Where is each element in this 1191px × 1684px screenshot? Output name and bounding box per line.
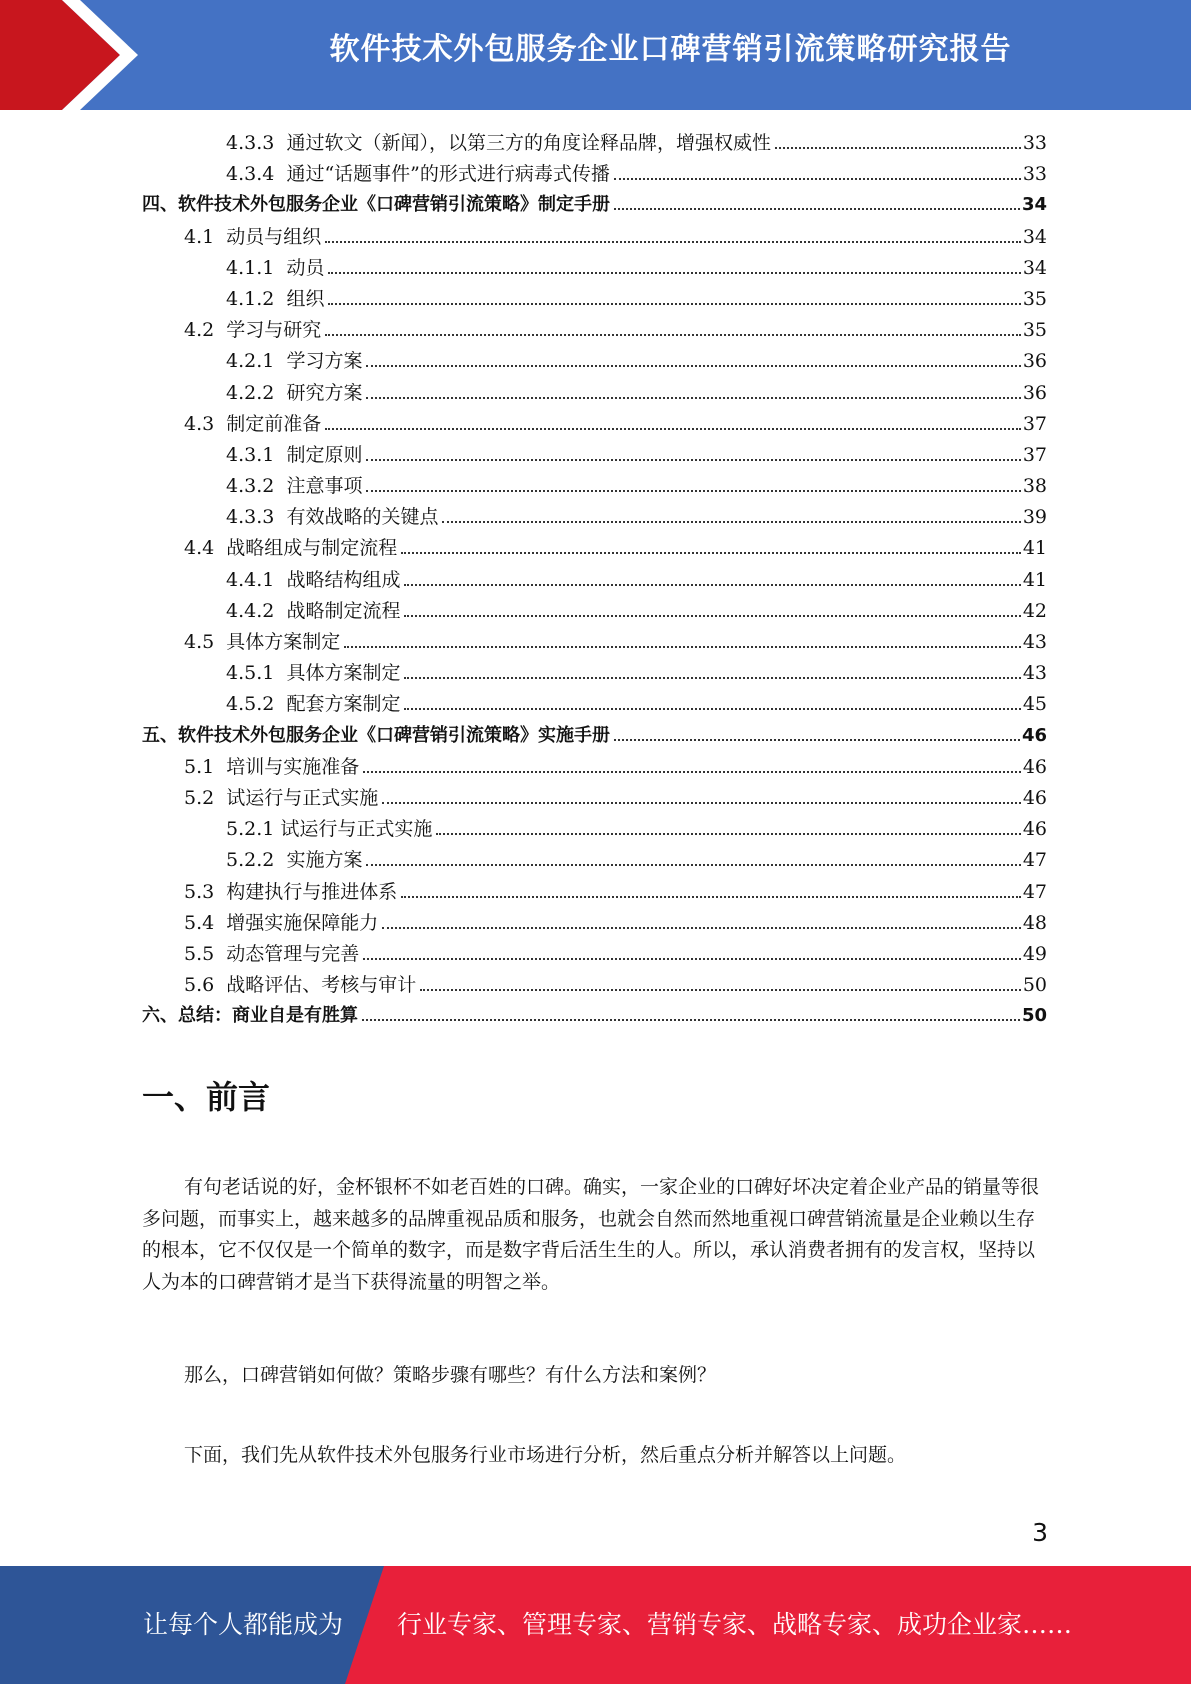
- toc-entry-number: 5.1: [184, 755, 227, 778]
- toc-entry-page: 50: [1022, 974, 1047, 997]
- toc-entry[interactable]: [142, 845, 1047, 876]
- toc-entry-title: 具体方案制定: [286, 662, 401, 685]
- toc-entry-page: 43: [1022, 631, 1047, 653]
- toc-entry-title: 研究方案: [286, 381, 363, 404]
- toc-entry-page: 34: [1022, 256, 1047, 279]
- toc-dot-leader: [401, 895, 1021, 898]
- toc-entry[interactable]: [142, 440, 1047, 471]
- toc-entry-title: 战略组成与制定流程: [226, 537, 398, 560]
- toc-dot-leader: [614, 207, 1020, 210]
- footer-slogan-left: 让每个人都能成为: [143, 1610, 344, 1639]
- toc-entry-number: 4.3.1: [226, 443, 287, 466]
- toc-entry-title: 动态管理与完善: [226, 942, 360, 965]
- toc-dot-leader: [344, 645, 1021, 648]
- toc-entry-page: 41: [1022, 537, 1047, 560]
- toc-entry-title: 增强实施保障能力: [226, 911, 379, 934]
- toc-entry[interactable]: [142, 128, 1047, 159]
- toc-entry-number: 5.2: [184, 786, 227, 809]
- toc-entry-page: 42: [1022, 599, 1047, 622]
- toc-entry-title: 学习与研究: [226, 319, 322, 342]
- body-paragraph: 那么，口碑营销如何做？策略步骤有哪些？有什么方法和案例？: [184, 1364, 717, 1386]
- toc-entry-page: 50: [1021, 1005, 1047, 1027]
- toc-dot-leader: [404, 676, 1020, 679]
- toc-entry-page: 33: [1022, 132, 1047, 154]
- toc-entry[interactable]: [142, 471, 1047, 502]
- toc-entry-page: 47: [1022, 880, 1047, 903]
- toc-dot-leader: [420, 988, 1021, 991]
- toc-entry-title: 实施方案: [286, 849, 363, 872]
- toc-entry-title: 配套方案制定: [286, 693, 401, 716]
- toc-entry[interactable]: [142, 783, 1047, 814]
- toc-entry-title: 通过“话题事件”的形式进行病毒式传播: [286, 163, 610, 186]
- toc-entry-page: 46: [1022, 755, 1047, 778]
- toc-entry-number: 5.2.1: [226, 818, 281, 841]
- toc-entry-title: 制定原则: [286, 443, 363, 466]
- header-chevron-decoration: [0, 0, 150, 110]
- toc-entry-number: 4.2: [184, 319, 227, 342]
- toc-entry-page: 37: [1022, 443, 1047, 466]
- toc-entry[interactable]: [142, 908, 1047, 939]
- toc-entry-page: 35: [1022, 319, 1047, 342]
- toc-entry-page: 48: [1022, 911, 1047, 934]
- toc-entry-title: 战略制定流程: [286, 599, 401, 622]
- toc-entry-number: 4.2.1: [226, 350, 287, 373]
- toc-entry-number: 4.4.1: [226, 568, 287, 591]
- body-paragraph: 下面，我们先从软件技术外包服务行业市场进行分析，然后重点分析并解答以上问题。: [184, 1444, 907, 1466]
- toc-dot-leader: [436, 832, 1020, 835]
- toc-entry-title: 五、软件技术外包服务企业《口碑营销引流策略》实施手册: [142, 724, 610, 746]
- toc-entry-page: 46: [1022, 786, 1047, 809]
- toc-entry-title: 学习方案: [286, 350, 363, 373]
- toc-dot-leader: [328, 271, 1020, 274]
- toc-entry[interactable]: [142, 752, 1047, 783]
- toc-entry-page: 43: [1022, 662, 1047, 685]
- toc-entry[interactable]: [142, 939, 1047, 970]
- toc-entry[interactable]: [142, 596, 1047, 627]
- toc-entry-number: 4.3.2: [226, 475, 287, 498]
- toc-entry-page: 47: [1022, 849, 1047, 872]
- toc-entry[interactable]: [142, 222, 1047, 253]
- toc-entry-number: 5.6: [184, 974, 227, 997]
- toc-entry-page: 46: [1021, 724, 1047, 746]
- toc-dot-leader: [382, 926, 1021, 929]
- toc-entry-page: 35: [1022, 287, 1047, 310]
- toc-entry[interactable]: [142, 409, 1047, 440]
- toc-entry-number: 4.3: [184, 412, 227, 435]
- toc-entry-title: 具体方案制定: [226, 631, 341, 653]
- toc-entry-page: 45: [1022, 693, 1047, 716]
- toc-entry[interactable]: [142, 658, 1047, 689]
- toc-entry[interactable]: [142, 721, 1047, 752]
- toc-entry-number: 5.2.2: [226, 849, 287, 872]
- toc-dot-leader: [614, 738, 1020, 741]
- toc-entry[interactable]: [142, 315, 1047, 346]
- toc-entry-title: 培训与实施准备: [226, 755, 360, 778]
- toc-entry-number: 4.2.2: [226, 381, 287, 404]
- toc-entry-number: 4.3.4: [226, 163, 287, 186]
- toc-entry-number: 4.4: [184, 537, 227, 560]
- toc-entry-title: 组织: [286, 287, 325, 310]
- footer-slogan-right: 行业专家、管理专家、营销专家、战略专家、成功企业家……: [397, 1610, 1073, 1639]
- toc-entry[interactable]: [142, 378, 1047, 409]
- toc-dot-leader: [404, 707, 1020, 710]
- toc-entry-number: 4.5: [184, 631, 227, 653]
- toc-entry[interactable]: [142, 814, 1047, 845]
- toc-entry-page: 46: [1022, 818, 1047, 841]
- toc-entry-number: 4.1: [184, 225, 227, 248]
- toc-entry-number: 5.3: [184, 880, 227, 903]
- toc-entry-page: 36: [1022, 381, 1047, 404]
- toc-entry-number: 4.3.3: [226, 132, 287, 154]
- toc-dot-leader: [366, 364, 1020, 367]
- toc-dot-leader: [366, 458, 1020, 461]
- toc-entry-title: 有效战略的关键点: [286, 506, 439, 529]
- toc-entry[interactable]: [142, 689, 1047, 720]
- toc-dot-leader: [775, 146, 1021, 149]
- toc-entry-page: 41: [1022, 568, 1047, 591]
- toc-entry-number: 4.1.2: [226, 287, 287, 310]
- toc-entry-title: 通过软文（新闻），以第三方的角度诠释品牌，增强权威性: [286, 132, 771, 154]
- toc-entry-page: 39: [1022, 506, 1047, 529]
- toc-entry-title: 制定前准备: [226, 412, 322, 435]
- toc-entry-number: 5.4: [184, 911, 227, 934]
- toc-entry-title: 试运行与正式实施: [226, 786, 379, 809]
- document-title: 软件技术外包服务企业口碑营销引流策略研究报告: [329, 32, 1012, 67]
- toc-entry[interactable]: [142, 970, 1047, 1001]
- toc-dot-leader: [328, 302, 1020, 305]
- toc-dot-leader: [363, 957, 1021, 960]
- section-heading: 一、前言: [142, 1078, 271, 1116]
- toc-dot-leader: [325, 427, 1021, 430]
- page-header: [0, 0, 1191, 110]
- toc-entry-number: 4.3.3: [226, 506, 287, 529]
- toc-entry-number: 4.5.2: [226, 693, 287, 716]
- toc-dot-leader: [401, 551, 1021, 554]
- toc-entry[interactable]: [142, 1001, 1047, 1032]
- toc-entry[interactable]: [142, 502, 1047, 533]
- toc-entry[interactable]: [142, 159, 1047, 190]
- toc-entry[interactable]: [142, 565, 1047, 596]
- toc-dot-leader: [614, 177, 1021, 180]
- toc-entry-page: 34: [1022, 225, 1047, 248]
- toc-entry[interactable]: [142, 877, 1047, 908]
- toc-entry-number: 4.1.1: [226, 256, 287, 279]
- toc-entry-page: 34: [1021, 194, 1047, 216]
- toc-entry-title: 六、总结：商业自是有胜算: [142, 1005, 358, 1027]
- toc-entry-page: 49: [1022, 942, 1047, 965]
- toc-entry-title: 构建执行与推进体系: [226, 880, 398, 903]
- toc-dot-leader: [325, 333, 1021, 336]
- toc-dot-leader: [362, 1018, 1020, 1021]
- toc-entry-number: 4.5.1: [226, 662, 287, 685]
- toc-entry-title: 战略结构组成: [286, 568, 401, 591]
- toc-entry-title: 四、软件技术外包服务企业《口碑营销引流策略》制定手册: [142, 194, 610, 216]
- toc-entry-title: 试运行与正式实施: [280, 818, 433, 841]
- toc-entry[interactable]: [142, 190, 1047, 221]
- toc-dot-leader: [404, 614, 1020, 617]
- page-footer: [0, 1566, 1191, 1684]
- toc-dot-leader: [325, 240, 1021, 243]
- toc-dot-leader: [382, 801, 1021, 804]
- toc-entry-page: 33: [1022, 163, 1047, 186]
- toc-entry-title: 战略评估、考核与审计: [226, 974, 417, 997]
- toc-entry[interactable]: [142, 627, 1047, 658]
- page-number: 3: [1032, 1518, 1048, 1547]
- toc-entry-title: 注意事项: [286, 475, 363, 498]
- toc-dot-leader: [363, 770, 1021, 773]
- toc-dot-leader: [366, 396, 1020, 399]
- toc-entry-number: 5.5: [184, 942, 227, 965]
- toc-dot-leader: [404, 583, 1020, 586]
- toc-entry[interactable]: [142, 284, 1047, 315]
- toc-entry-title: 动员: [286, 256, 325, 279]
- toc-entry-page: 38: [1022, 475, 1047, 498]
- toc-entry[interactable]: [142, 533, 1047, 564]
- toc-dot-leader: [442, 520, 1020, 523]
- toc-entry-number: 4.4.2: [226, 599, 287, 622]
- toc-dot-leader: [366, 863, 1020, 866]
- toc-dot-leader: [366, 489, 1020, 492]
- toc-entry-title: 动员与组织: [226, 225, 322, 248]
- table-of-contents: [142, 128, 1047, 1032]
- toc-entry[interactable]: [142, 253, 1047, 284]
- toc-entry[interactable]: [142, 346, 1047, 377]
- toc-entry-page: 37: [1022, 412, 1047, 435]
- body-paragraph: 有句老话说的好，金杯银杯不如老百姓的口碑。确实，一家企业的口碑好坏决定着企业产品的销量等很多问题，而事实上，越来越多的品牌重视品质和服务，也就会自然而然地重视口碑营销流量是企业赖以生存的根本，它不仅仅是一个简单的数字，而是数字背后活生生的人。所以，承认消费者拥有的发言权，坚持以人为本的口碑营销才是当下获得流量的明智之举。: [142, 1176, 1040, 1293]
- toc-entry-page: 36: [1022, 350, 1047, 373]
